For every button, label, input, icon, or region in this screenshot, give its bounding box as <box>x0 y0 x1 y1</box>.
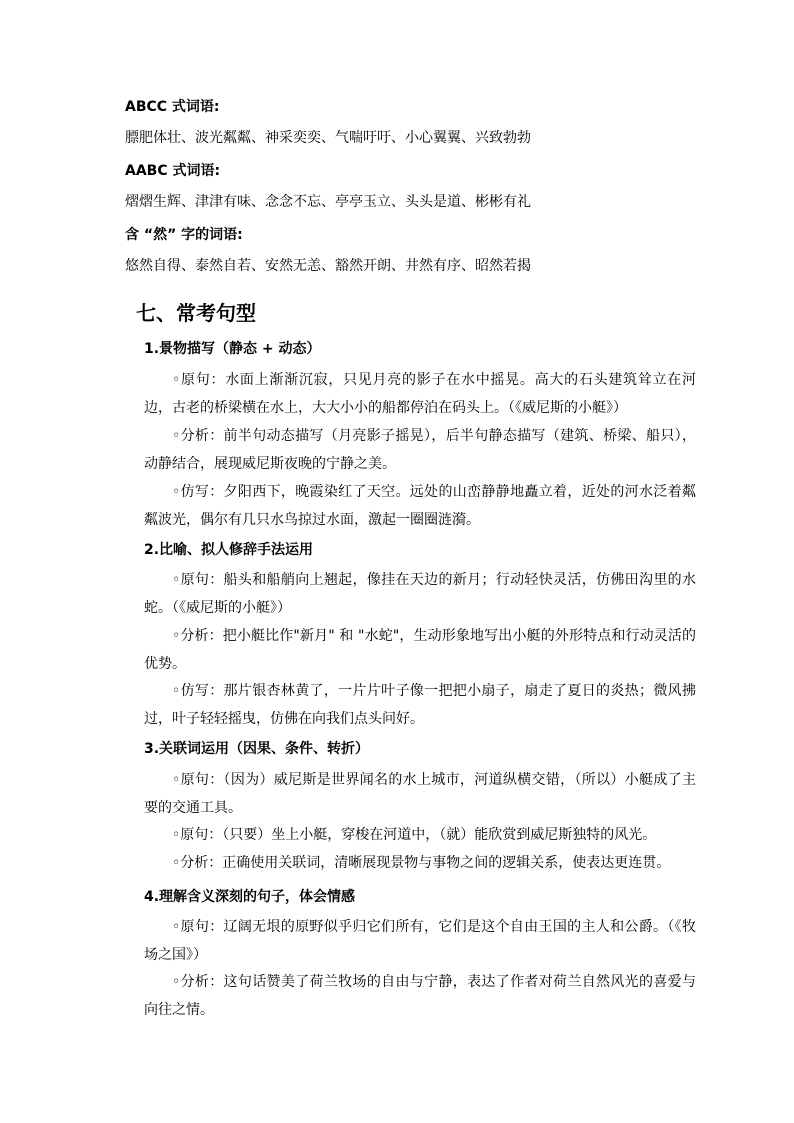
subsection-heading-3: 3.关联词运用（因果、条件、转折） <box>144 741 370 757</box>
paragraph-4-2: ◦分析：这句话赞美了荷兰牧场的自由与宁静，表达了作者对荷兰自然风光的喜爱与向往之情。 <box>144 974 696 1018</box>
paragraph-3-1: ◦原句：（因为）威尼斯是世界闻名的水上城市，河道纵横交错，（所以）小艇成了主要的交通工具。 <box>144 772 696 816</box>
paragraph-1-1: ◦原句：水面上渐渐沉寂，只见月亮的影子在水中摇晃。高大的石头建筑耸立在河边，古老的桥梁横在水上，大大小小的船都停泊在码头上。（《威尼斯的小艇》） <box>144 372 696 416</box>
section-title: 七、常考句型 <box>136 301 256 325</box>
paragraph-2-1: ◦原句：船头和船艄向上翘起，像挂在天边的新月；行动轻快灵活，仿佛田沟里的水蛇。（《威尼斯的小艇》） <box>144 572 696 616</box>
vocab-heading-aabc: AABC 式词语: <box>125 163 221 179</box>
vocab-words-abcc: 膘肥体壮、波光粼粼、神采奕奕、气喘吁吁、小心翼翼、兴致勃勃 <box>125 130 531 146</box>
paragraph-1-3: ◦仿写：夕阳西下，晚霞染红了天空。远处的山峦静静地矗立着，近处的河水泛着粼粼波光，偶尔有几只水鸟掠过水面，激起一圈圈涟漪。 <box>144 484 696 528</box>
vocab-words-ran: 悠然自得、泰然自若、安然无恙、豁然开朗、井然有序、昭然若揭 <box>125 258 531 274</box>
paragraph-2-2: ◦分析：把小艇比作"新月" 和 "水蛇"，生动形象地写出小艇的外形特点和行动灵活的优势。 <box>144 628 696 672</box>
paragraph-4-1: ◦原句：辽阔无垠的原野似乎归它们所有，它们是这个自由王国的主人和公爵。（《牧场之国》） <box>144 919 696 963</box>
vocab-heading-abcc: ABCC 式词语: <box>125 99 220 115</box>
subsection-heading-2: 2.比喻、拟人修辞手法运用 <box>144 542 314 558</box>
vocab-heading-ran: 含 “然” 字的词语: <box>125 227 243 243</box>
paragraph-3-2: ◦原句：（只要）坐上小艇，穿梭在河道中，（就）能欣赏到威尼斯独特的风光。 <box>172 827 657 843</box>
subsection-heading-4: 4.理解含义深刻的句子，体会情感 <box>144 889 356 905</box>
paragraph-1-2: ◦分析：前半句动态描写（月亮影子摇晃），后半句静态描写（建筑、桥梁、船只），动静结合，展现威尼斯夜晚的宁静之美。 <box>144 428 696 472</box>
paragraph-3-3: ◦分析：正确使用关联词，清晰展现景物与事物之间的逻辑关系，使表达更连贯。 <box>172 855 671 871</box>
subsection-heading-1: 1.景物描写（静态 + 动态） <box>144 341 321 357</box>
vocab-words-aabc: 熠熠生辉、津津有味、念念不忘、亭亭玉立、头头是道、彬彬有礼 <box>125 194 531 210</box>
paragraph-2-3: ◦仿写：那片银杏林黄了，一片片叶子像一把把小扇子，扇走了夏日的炎热；微风拂过，叶子轻轻摇曳，仿佛在向我们点头问好。 <box>144 683 696 727</box>
